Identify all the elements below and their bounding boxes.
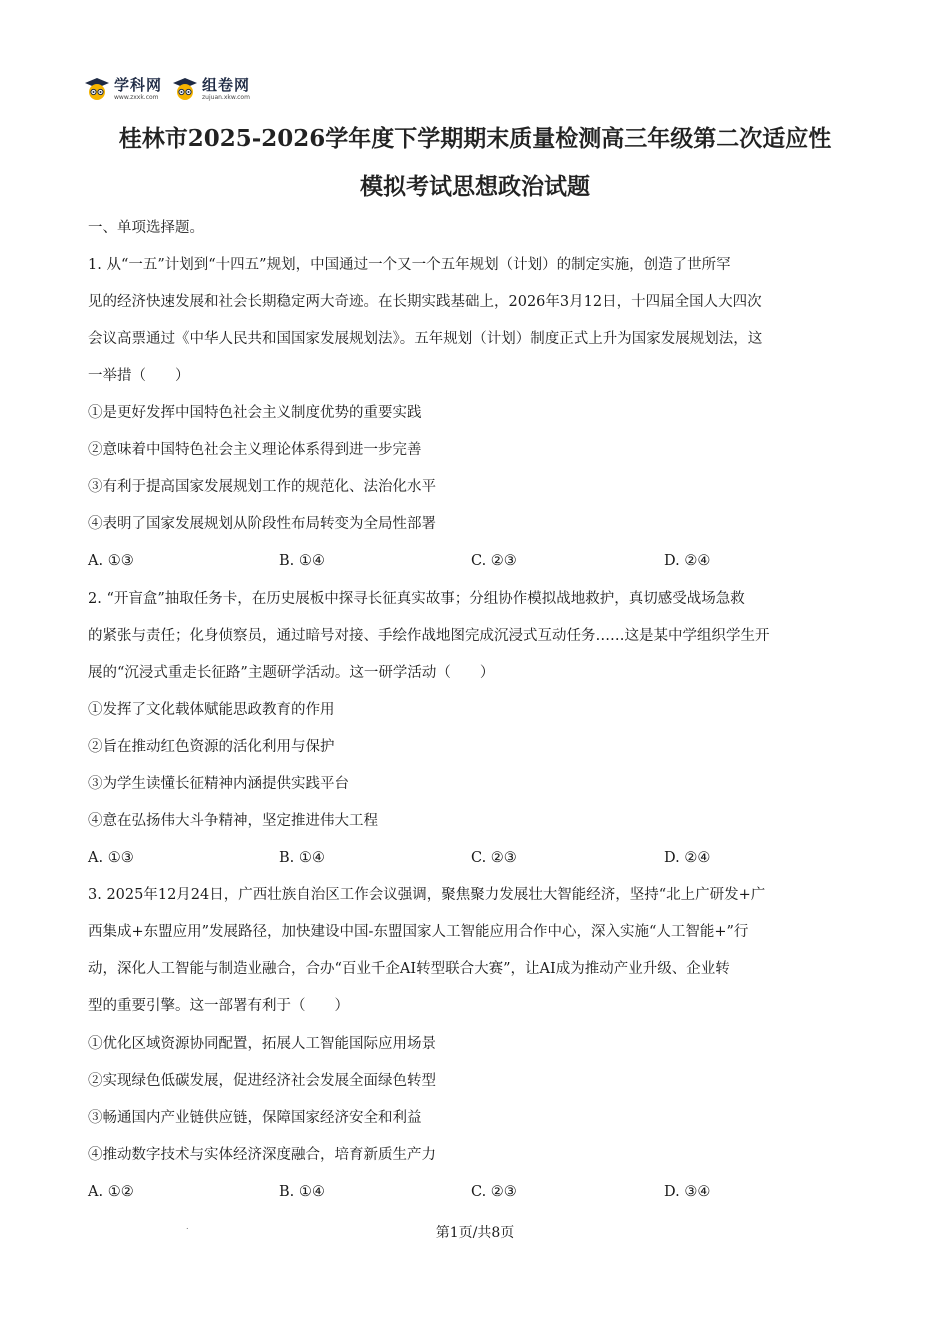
logo-zxxk xyxy=(84,76,162,102)
exam-title-line1: 桂林市2025-2026学年度下学期期末质量检测高三年级第二次适应性 xyxy=(118,125,832,152)
q3-stem-line: 3. 2025年12月24日，广西壮族自治区工作会议强调，聚焦聚力发展壮大智能经济，坚持“北上广研发+广 xyxy=(88,887,766,903)
q2-option-d[interactable]: D. ②④ xyxy=(664,850,711,866)
q2-statement: ③为学生读懂长征精神内涵提供实践平台 xyxy=(88,776,349,792)
q1-option-a[interactable]: A. ①③ xyxy=(88,553,134,569)
exam-title-line2: 模拟考试思想政治试题 xyxy=(360,173,590,200)
logo-zujuan-url: zujuan.xkw.com xyxy=(202,93,250,101)
q3-statement: ④推动数字技术与实体经济深度融合，培育新质生产力 xyxy=(88,1147,436,1163)
q3-option-b[interactable]: B. ①④ xyxy=(279,1184,325,1200)
q3-stem-line: 西集成+东盟应用”发展路径，加快建设中国-东盟国家人工智能应用合作中心，深入实施“人工智能+”行 xyxy=(88,924,749,940)
q2-statement: ④意在弘扬伟大斗争精神，坚定推进伟大工程 xyxy=(88,813,378,829)
q1-option-d[interactable]: D. ②④ xyxy=(664,553,711,569)
q2-stem-line: 展的“沉浸式重走长征路”主题研学活动。这一研学活动（ ） xyxy=(88,665,495,681)
q1-stem-line: 会议高票通过《中华人民共和国国家发展规划法》。五年规划（计划）制度正式上升为国家发展规划法，这 xyxy=(88,331,763,347)
q2-statement: ②旨在推动红色资源的活化利用与保护 xyxy=(88,739,335,755)
logo-zxxk-name: 学科网 xyxy=(114,75,163,94)
logo-zujuan-name: 组卷网 xyxy=(202,75,251,94)
logo-zxxk-url: www.zxxk.com xyxy=(114,93,159,101)
footer-mark: . xyxy=(186,1222,189,1231)
q1-statement: ①是更好发挥中国特色社会主义制度优势的重要实践 xyxy=(88,405,422,421)
q1-statement: ④表明了国家发展规划从阶段性布局转变为全局性部署 xyxy=(88,516,436,532)
q3-option-d[interactable]: D. ③④ xyxy=(664,1184,711,1200)
q1-statement: ③有利于提高国家发展规划工作的规范化、法治化水平 xyxy=(88,479,436,495)
q2-statement: ①发挥了文化载体赋能思政教育的作用 xyxy=(88,702,335,718)
q3-option-a[interactable]: A. ①② xyxy=(88,1184,134,1200)
section-heading: 一、单项选择题。 xyxy=(88,220,204,236)
q2-option-b[interactable]: B. ①④ xyxy=(279,850,325,866)
q2-stem-line: 2. “开盲盒”抽取任务卡，在历史展板中探寻长征真实故事；分组协作模拟战地救护，真切感受战场急救 xyxy=(88,591,745,607)
q2-option-a[interactable]: A. ①③ xyxy=(88,850,134,866)
logo-zujuan xyxy=(172,76,250,102)
q3-statement: ②实现绿色低碳发展，促进经济社会发展全面绿色转型 xyxy=(88,1073,436,1089)
q3-stem-line: 型的重要引擎。这一部署有利于（ ） xyxy=(88,998,349,1014)
q1-stem-line: 1. 从“一五”计划到“十四五”规划，中国通过一个又一个五年规划（计划）的制定实施，创造了世所罕 xyxy=(88,257,731,273)
q1-statement: ②意味着中国特色社会主义理论体系得到进一步完善 xyxy=(88,442,422,458)
graduate-mascot-icon xyxy=(172,76,198,102)
q3-statement: ①优化区域资源协同配置，拓展人工智能国际应用场景 xyxy=(88,1036,436,1052)
q3-stem-line: 动，深化人工智能与制造业融合，合办“百业千企AI转型联合大赛”，让AI成为推动产业升级、企业转 xyxy=(88,961,730,977)
q2-option-c[interactable]: C. ②③ xyxy=(471,850,517,866)
page-number: 第1页/共8页 xyxy=(435,1225,515,1241)
header-logos xyxy=(84,74,250,104)
q3-statement: ③畅通国内产业链供应链，保障国家经济安全和利益 xyxy=(88,1110,422,1126)
q3-option-c[interactable]: C. ②③ xyxy=(471,1184,517,1200)
q2-stem-line: 的紧张与责任；化身侦察员，通过暗号对接、手绘作战地图完成沉浸式互动任务……这是某中学组织学生开 xyxy=(88,628,770,644)
graduate-mascot-icon xyxy=(84,76,110,102)
q1-option-b[interactable]: B. ①④ xyxy=(279,553,325,569)
q1-option-c[interactable]: C. ②③ xyxy=(471,553,517,569)
q1-stem-line: 见的经济快速发展和社会长期稳定两大奇迹。在长期实践基础上，2026年3月12日，十四届全国人大四次 xyxy=(88,294,762,310)
q1-stem-line: 一举措（ ） xyxy=(88,368,190,384)
